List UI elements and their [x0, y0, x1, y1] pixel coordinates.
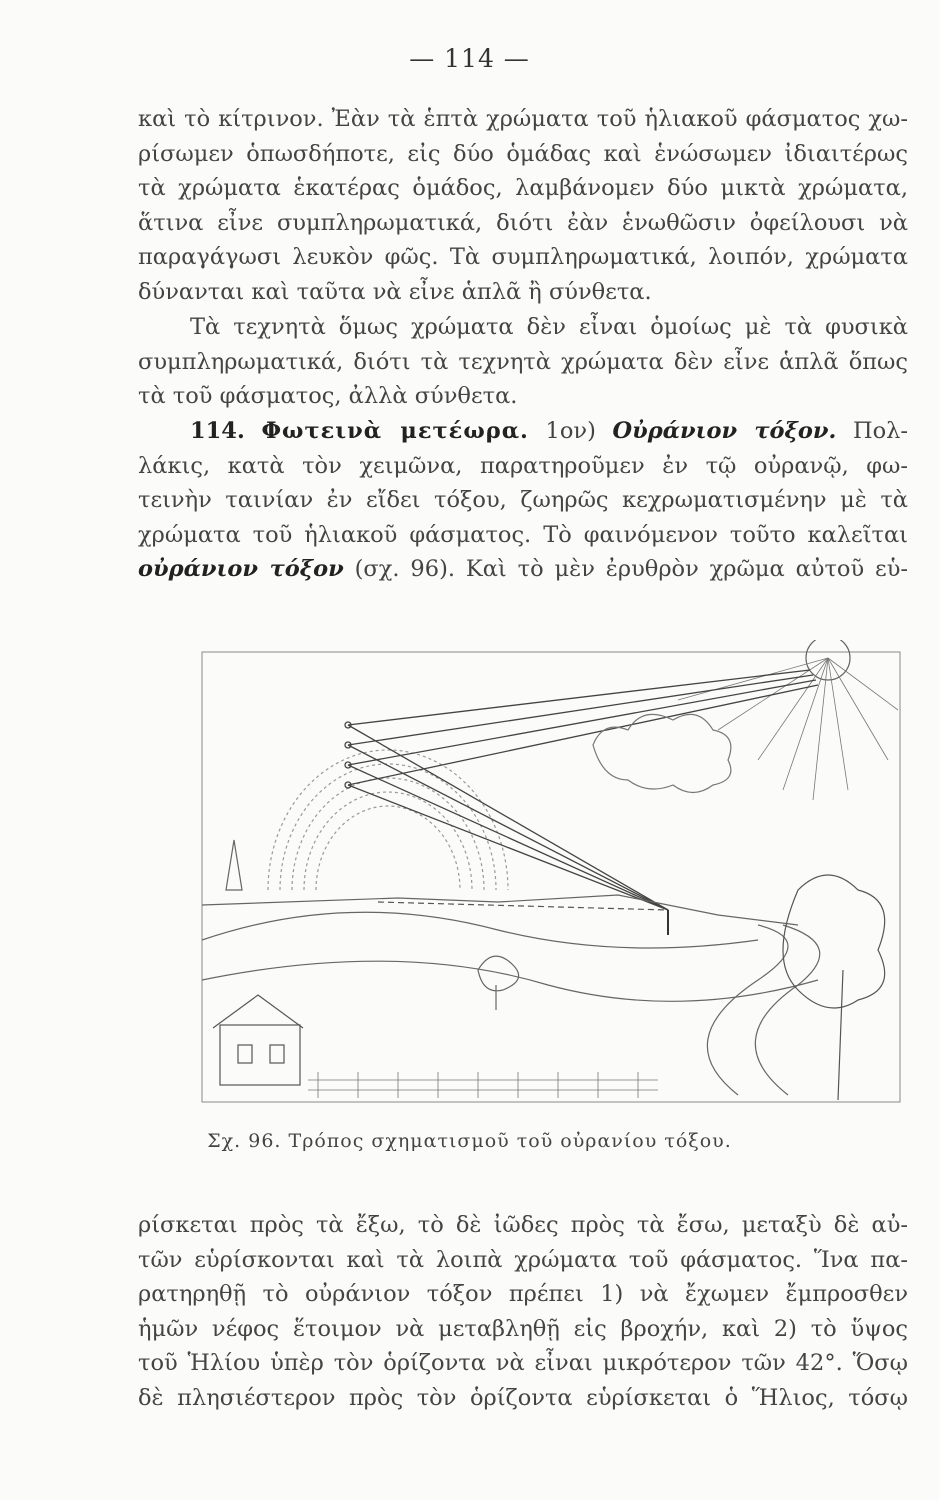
small-tree [478, 956, 519, 1010]
tree [783, 875, 885, 1100]
subsection-title: Οὐράνιον τόξον. [612, 418, 837, 444]
horizon-dash [378, 902, 668, 910]
term-rainbow: οὐράνιον τόξον [138, 556, 344, 583]
text-line: ρίσωμεν ὁπωσδήποτε, εἰς δύο ὁμάδας καὶ ἑνώσωμεν ἰδιαιτέρως [138, 140, 908, 167]
church-spire [226, 840, 242, 890]
figure-frame [202, 652, 900, 1102]
paragraph-3 [138, 1208, 908, 1416]
road-left [707, 925, 788, 1095]
text-fragment: Πολ- [852, 418, 908, 444]
subsection-number: 1ον) [545, 418, 596, 444]
text-line [138, 552, 908, 587]
text-line: συμπληρωματικά, διότι τὰ τεχνητὰ χρώματα δὲν εἶνε ἁπλᾶ ὅπως [138, 348, 908, 375]
cloud-shape [593, 714, 731, 792]
rainbow-illustration [198, 640, 906, 1110]
section-title: Φωτεινὰ μετέωρα. [261, 418, 529, 444]
section-heading-line [138, 414, 908, 449]
text-line: λάκις, κατὰ τὸν χειμῶνα, παρατηροῦμεν ἐν τῷ οὐρανῷ, φω- [138, 452, 908, 479]
text-line: καὶ τὸ κίτρινον. Ἐὰν τὰ ἑπτὰ χρώματα τοῦ ἡλιακοῦ φάσματος χω- [138, 106, 908, 132]
text-line: τὰ χρώματα ἑκατέρας ὁμάδος, λαμβάνομεν δύο μικτὰ χρώματα, [138, 175, 908, 202]
horizon-line [202, 895, 798, 925]
text-line: ρατηρηθῇ τὸ οὐράνιον τόξον πρέπει 1) νὰ ἔχωμεν ἔμπροσθεν [138, 1281, 908, 1308]
text-line: ρίσκεται πρὸς τὰ ἔξω, τὸ δὲ ἰῶδες πρὸς τὰ ἔσω, μεταξὺ δὲ αὐ- [138, 1212, 908, 1238]
text-line: ἅτινα εἶνε συμπληρωματικά, διότι ἐὰν ἑνωθῶσιν ὀφείλουσι νὰ [138, 209, 908, 236]
figure-caption: Σχ. 96. Τρόπος σχηματισμοῦ τοῦ οὐρανίου τόξου. [207, 1130, 732, 1152]
text-line: τῶν εὑρίσκονται καὶ τὰ λοιπὰ χρώματα τοῦ φάσματος. Ἵνα πα- [138, 1246, 908, 1273]
page-number: — 114 — [409, 44, 530, 73]
paragraph-1 [138, 102, 908, 310]
rainbow-arcs [268, 750, 508, 890]
text-line: τὰ τοῦ φάσματος, ἀλλὰ σύνθετα. [138, 383, 518, 410]
text-line: τεινὴν ταινίαν ἐν εἴδει τόξου, ζωηρῶς κεχρωματισμένην μὲ τὰ [138, 487, 908, 514]
text-line: ἡμῶν νέφος ἕτοιμον νὰ μεταβληθῇ εἰς βροχήν, καὶ 2) τὸ ὕψος [138, 1315, 908, 1342]
light-rays [345, 670, 818, 910]
text-line: δὲ πλησιέστερον πρὸς τὸν ὁρίζοντα εὑρίσκεται ὁ Ἥλιος, τόσῳ [138, 1384, 908, 1411]
text-fragment: (σχ. 96). Καὶ τὸ μὲν ἐρυθρὸν χρῶμα αὐτοῦ εὑ- [354, 556, 908, 583]
text-line: χρώματα τοῦ ἡλιακοῦ φάσματος. Τὸ φαινόμενον τοῦτο καλεῖται [138, 521, 908, 548]
fence [308, 1072, 658, 1098]
text-line: τοῦ Ἡλίου ὑπὲρ τὸν ὁρίζοντα νὰ εἶναι μικρότερον τῶν 42°. Ὅσῳ [138, 1350, 908, 1377]
text-line: Τὰ τεχνητὰ ὅμως χρώματα δὲν εἶναι ὁμοίως μὲ τὰ φυσικὰ [190, 314, 908, 340]
section-number: 114. [190, 418, 245, 444]
house [213, 995, 303, 1085]
text-line: δύνανται καὶ ταῦτα νὰ εἶνε ἁπλᾶ ἢ σύνθετα. [138, 278, 652, 305]
text-line: παραγάγωσι λευκὸν φῶς. Τὰ συμπληρωματικά, λοιπόν, χρώματα [138, 244, 908, 271]
section-114 [138, 414, 908, 587]
paragraph-2 [138, 310, 908, 414]
